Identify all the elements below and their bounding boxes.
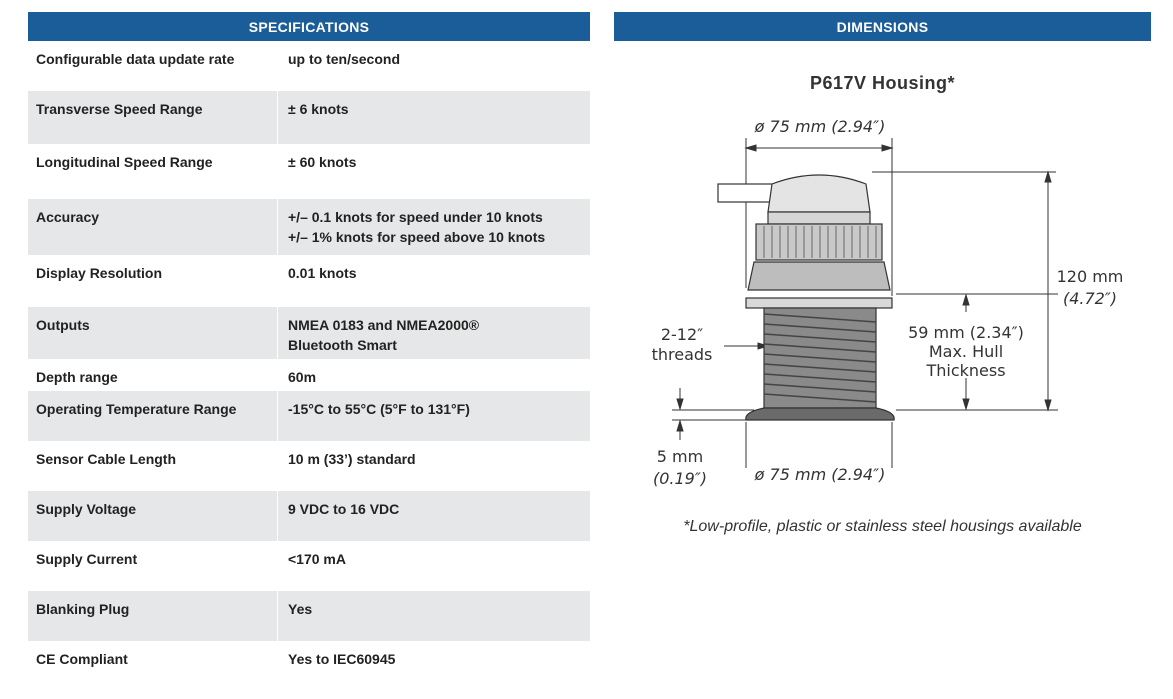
spec-value-line: up to ten/second	[288, 51, 400, 67]
spec-label: Outputs	[28, 307, 278, 359]
spec-value-line: <170 mA	[288, 551, 346, 567]
spec-label: Operating Temperature Range	[28, 391, 278, 441]
housing-footnote: *Low-profile, plastic or stainless steel housings available	[683, 518, 1082, 535]
spec-value	[278, 441, 590, 491]
spec-label: CE Compliant	[28, 641, 278, 691]
spec-row	[28, 307, 590, 359]
spec-value-line: NMEA 0183 and NMEA2000®	[288, 317, 480, 333]
spec-label: Supply Voltage	[28, 491, 278, 541]
spec-row	[28, 641, 590, 691]
spec-value-line: ± 6 knots	[288, 101, 349, 117]
flange-mm-label: 5 mm	[656, 447, 704, 466]
threads-line1: 2-12″	[660, 325, 704, 344]
spec-value-line: Yes	[288, 601, 313, 617]
spec-value-line: 0.01 knots	[288, 265, 357, 281]
specifications-table	[28, 41, 590, 691]
hull-thickness-line2: Max. Hull	[928, 342, 1004, 361]
flange-in-label: (0.19″)	[652, 469, 708, 488]
spec-value-line: Bluetooth Smart	[288, 337, 397, 353]
spec-row	[28, 391, 590, 441]
spec-row	[28, 199, 590, 255]
dimensions-header: DIMENSIONS	[614, 12, 1151, 41]
spec-row	[28, 491, 590, 541]
spec-value	[278, 391, 590, 441]
housing-diagram	[614, 100, 1151, 510]
spec-label: Depth range	[28, 359, 278, 391]
spec-label: Supply Current	[28, 541, 278, 591]
spec-value	[278, 359, 590, 391]
spec-value	[278, 91, 590, 144]
spec-label: Sensor Cable Length	[28, 441, 278, 491]
spec-value-line: +/– 0.1 knots for speed under 10 knots	[288, 209, 543, 225]
housing-title: P617V Housing*	[809, 73, 956, 93]
spec-value-line: Yes to IEC60945	[288, 651, 396, 667]
spec-row	[28, 144, 590, 199]
specifications-header: SPECIFICATIONS	[28, 12, 590, 41]
spec-label: Display Resolution	[28, 255, 278, 307]
spec-row	[28, 591, 590, 641]
height-mm-label: 120 mm	[1056, 267, 1124, 286]
spec-value	[278, 491, 590, 541]
threads-line2: threads	[651, 345, 713, 364]
spec-row	[28, 41, 590, 91]
spec-row	[28, 441, 590, 491]
spec-value	[278, 591, 590, 641]
spec-row	[28, 255, 590, 307]
spec-label: Transverse Speed Range	[28, 91, 278, 144]
spec-row	[28, 91, 590, 144]
hull-thickness-line3: Thickness	[926, 361, 1006, 380]
spec-value	[278, 641, 590, 691]
spec-value-line: 9 VDC to 16 VDC	[288, 501, 400, 517]
spec-value	[278, 255, 590, 307]
spec-value-line: 10 m (33’) standard	[288, 451, 416, 467]
spec-label: Blanking Plug	[28, 591, 278, 641]
spec-value	[278, 144, 590, 199]
hull-thickness-line1: 59 mm (2.34″)	[908, 323, 1024, 342]
height-in-label: (4.72″)	[1062, 289, 1118, 308]
spec-label: Longitudinal Speed Range	[28, 144, 278, 199]
spec-value	[278, 541, 590, 591]
spec-value-line: ± 60 knots	[288, 154, 357, 170]
spec-row	[28, 359, 590, 391]
spec-value	[278, 307, 590, 359]
spec-value	[278, 199, 590, 255]
spec-value	[278, 41, 590, 91]
spec-label: Accuracy	[28, 199, 278, 255]
spec-label: Configurable data update rate	[28, 41, 278, 91]
spec-value-line: -15°C to 55°C (5°F to 131°F)	[288, 401, 470, 417]
top-diameter-label: ø 75 mm (2.94″)	[754, 117, 886, 136]
spec-value-line: +/– 1% knots for speed above 10 knots	[288, 229, 546, 245]
bottom-diameter-label: ø 75 mm (2.94″)	[754, 465, 886, 484]
spec-row	[28, 541, 590, 591]
spec-value-line: 60m	[288, 369, 317, 385]
